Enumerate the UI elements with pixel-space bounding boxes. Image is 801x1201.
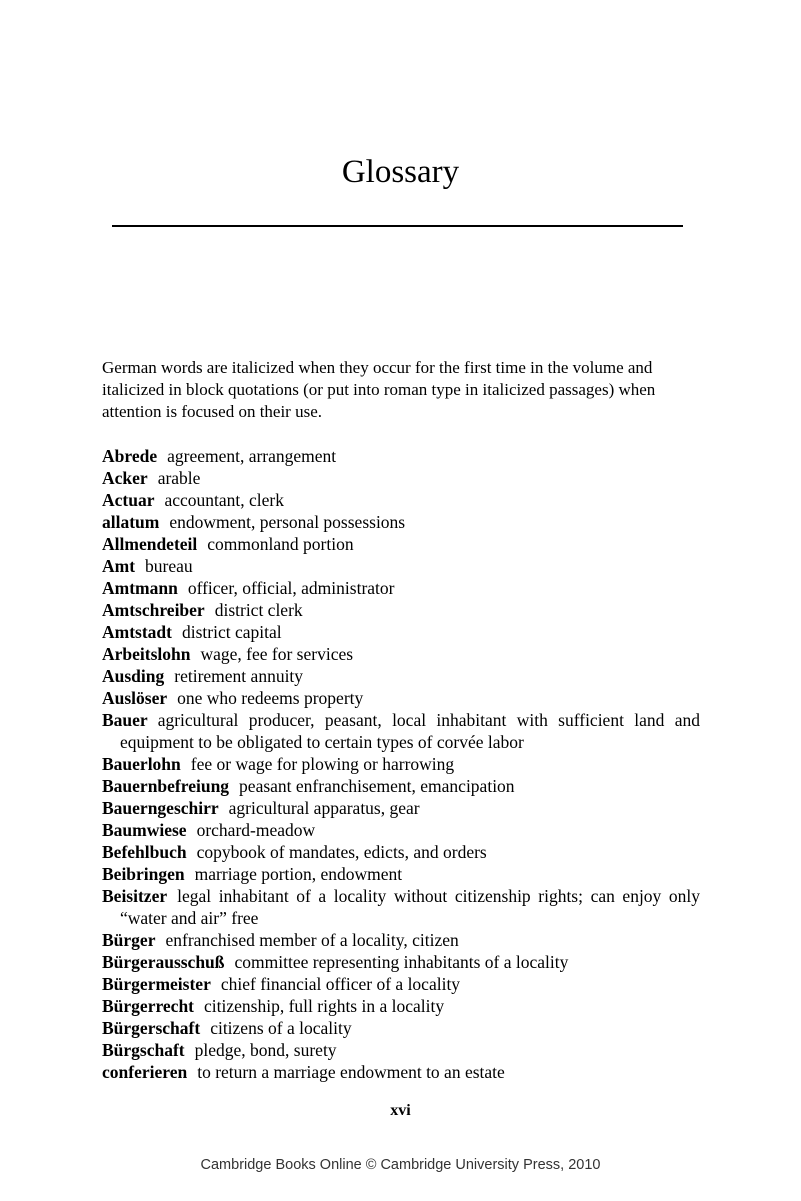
glossary-term: Bauerlohn: [102, 754, 181, 774]
glossary-term: Allmendeteil: [102, 534, 198, 554]
glossary-entry: [102, 819, 700, 841]
glossary-definition: citizenship, full rights in a locality: [204, 996, 445, 1016]
glossary-entry: [102, 511, 700, 533]
glossary-term: Bürger: [102, 930, 156, 950]
glossary-definition: commonland portion: [207, 534, 354, 554]
glossary-term: conferieren: [102, 1062, 188, 1082]
glossary-list: [102, 445, 700, 1083]
glossary-definition: fee or wage for plowing or harrowing: [190, 754, 455, 774]
glossary-entry: [102, 797, 700, 819]
glossary-term: Arbeitslohn: [102, 644, 191, 664]
glossary-definition: accountant, clerk: [164, 490, 285, 510]
glossary-term: Actuar: [102, 490, 155, 510]
glossary-entry: [102, 973, 700, 995]
glossary-term: Ausding: [102, 666, 165, 686]
glossary-term: Bürgschaft: [102, 1040, 185, 1060]
glossary-entry: [102, 885, 700, 929]
glossary-definition: agreement, arrangement: [167, 446, 337, 466]
glossary-term: Beisitzer: [102, 886, 168, 906]
glossary-term: Acker: [102, 468, 148, 488]
glossary-entry: [102, 599, 700, 621]
glossary-term: Bürgerrecht: [102, 996, 195, 1016]
glossary-definition: committee representing inhabitants of a locality: [234, 952, 569, 972]
glossary-entry: [102, 995, 700, 1017]
glossary-term: Auslöser: [102, 688, 168, 708]
glossary-definition: wage, fee for services: [200, 644, 354, 664]
glossary-entry: [102, 841, 700, 863]
glossary-entry: [102, 643, 700, 665]
glossary-entry: [102, 467, 700, 489]
page-number: xvi: [390, 1102, 411, 1119]
glossary-definition: one who redeems property: [177, 688, 364, 708]
glossary-term: Bauer: [102, 710, 148, 730]
glossary-entry: [102, 621, 700, 643]
glossary-definition: copybook of mandates, edicts, and orders: [196, 842, 487, 862]
copyright-footer: Cambridge Books Online © Cambridge University Press, 2010: [200, 1157, 601, 1173]
title-rule: [112, 225, 683, 227]
glossary-entry: [102, 665, 700, 687]
glossary-entry: [102, 533, 700, 555]
glossary-entry: [102, 863, 700, 885]
glossary-definition: agricultural apparatus, gear: [228, 798, 420, 818]
glossary-definition: arable: [157, 468, 201, 488]
intro-paragraph: German words are italicized when they occur for the first time in the volume and italicized in block quotations (or put into roman type in italicized passages) when attention is focused on their use.: [102, 358, 656, 421]
glossary-definition: legal inhabitant of a locality without citizenship rights; can enjoy only “water and air” free: [120, 886, 700, 928]
glossary-definition: district clerk: [214, 600, 303, 620]
glossary-term: Abrede: [102, 446, 158, 466]
glossary-definition: retirement annuity: [174, 666, 304, 686]
glossary-term: Bürgermeister: [102, 974, 211, 994]
glossary-term: Amtmann: [102, 578, 178, 598]
glossary-term: Bauernbefreiung: [102, 776, 230, 796]
glossary-definition: enfranchised member of a locality, citizen: [165, 930, 459, 950]
page-title: Glossary: [341, 154, 460, 190]
glossary-entry: [102, 577, 700, 599]
glossary-entry: [102, 687, 700, 709]
glossary-definition: pledge, bond, surety: [194, 1040, 337, 1060]
glossary-entry: [102, 555, 700, 577]
glossary-definition: peasant enfranchisement, emancipation: [239, 776, 515, 796]
glossary-entry: [102, 1061, 700, 1083]
glossary-entry: [102, 489, 700, 511]
glossary-definition: to return a marriage endowment to an estate: [197, 1062, 505, 1082]
glossary-entry: [102, 1017, 700, 1039]
glossary-entry: [102, 709, 700, 753]
glossary-entry: [102, 445, 700, 467]
glossary-definition: citizens of a locality: [210, 1018, 352, 1038]
glossary-definition: endowment, personal possessions: [169, 512, 406, 532]
glossary-term: allatum: [102, 512, 160, 532]
glossary-term: Bürgerschaft: [102, 1018, 201, 1038]
glossary-term: Amt: [102, 556, 136, 576]
glossary-term: Befehlbuch: [102, 842, 187, 862]
glossary-entry: [102, 753, 700, 775]
glossary-term: Bauerngeschirr: [102, 798, 219, 818]
glossary-entry: [102, 951, 700, 973]
glossary-entry: [102, 1039, 700, 1061]
glossary-definition: officer, official, administrator: [187, 578, 395, 598]
glossary-term: Baumwiese: [102, 820, 187, 840]
glossary-term: Bürgerausschuß: [102, 952, 225, 972]
glossary-definition: orchard-meadow: [196, 820, 316, 840]
glossary-definition: bureau: [145, 556, 193, 576]
glossary-term: Amtschreiber: [102, 600, 205, 620]
glossary-definition: marriage portion, endowment: [194, 864, 403, 884]
glossary-term: Amtstadt: [102, 622, 172, 642]
glossary-definition: district capital: [182, 622, 282, 642]
glossary-entry: [102, 929, 700, 951]
glossary-definition: agricultural producer, peasant, local inhabitant with sufficient land and equipment to be obligated to certain types of corvée labor: [120, 710, 700, 752]
glossary-entry: [102, 775, 700, 797]
glossary-term: Beibringen: [102, 864, 185, 884]
glossary-definition: chief financial officer of a locality: [220, 974, 461, 994]
